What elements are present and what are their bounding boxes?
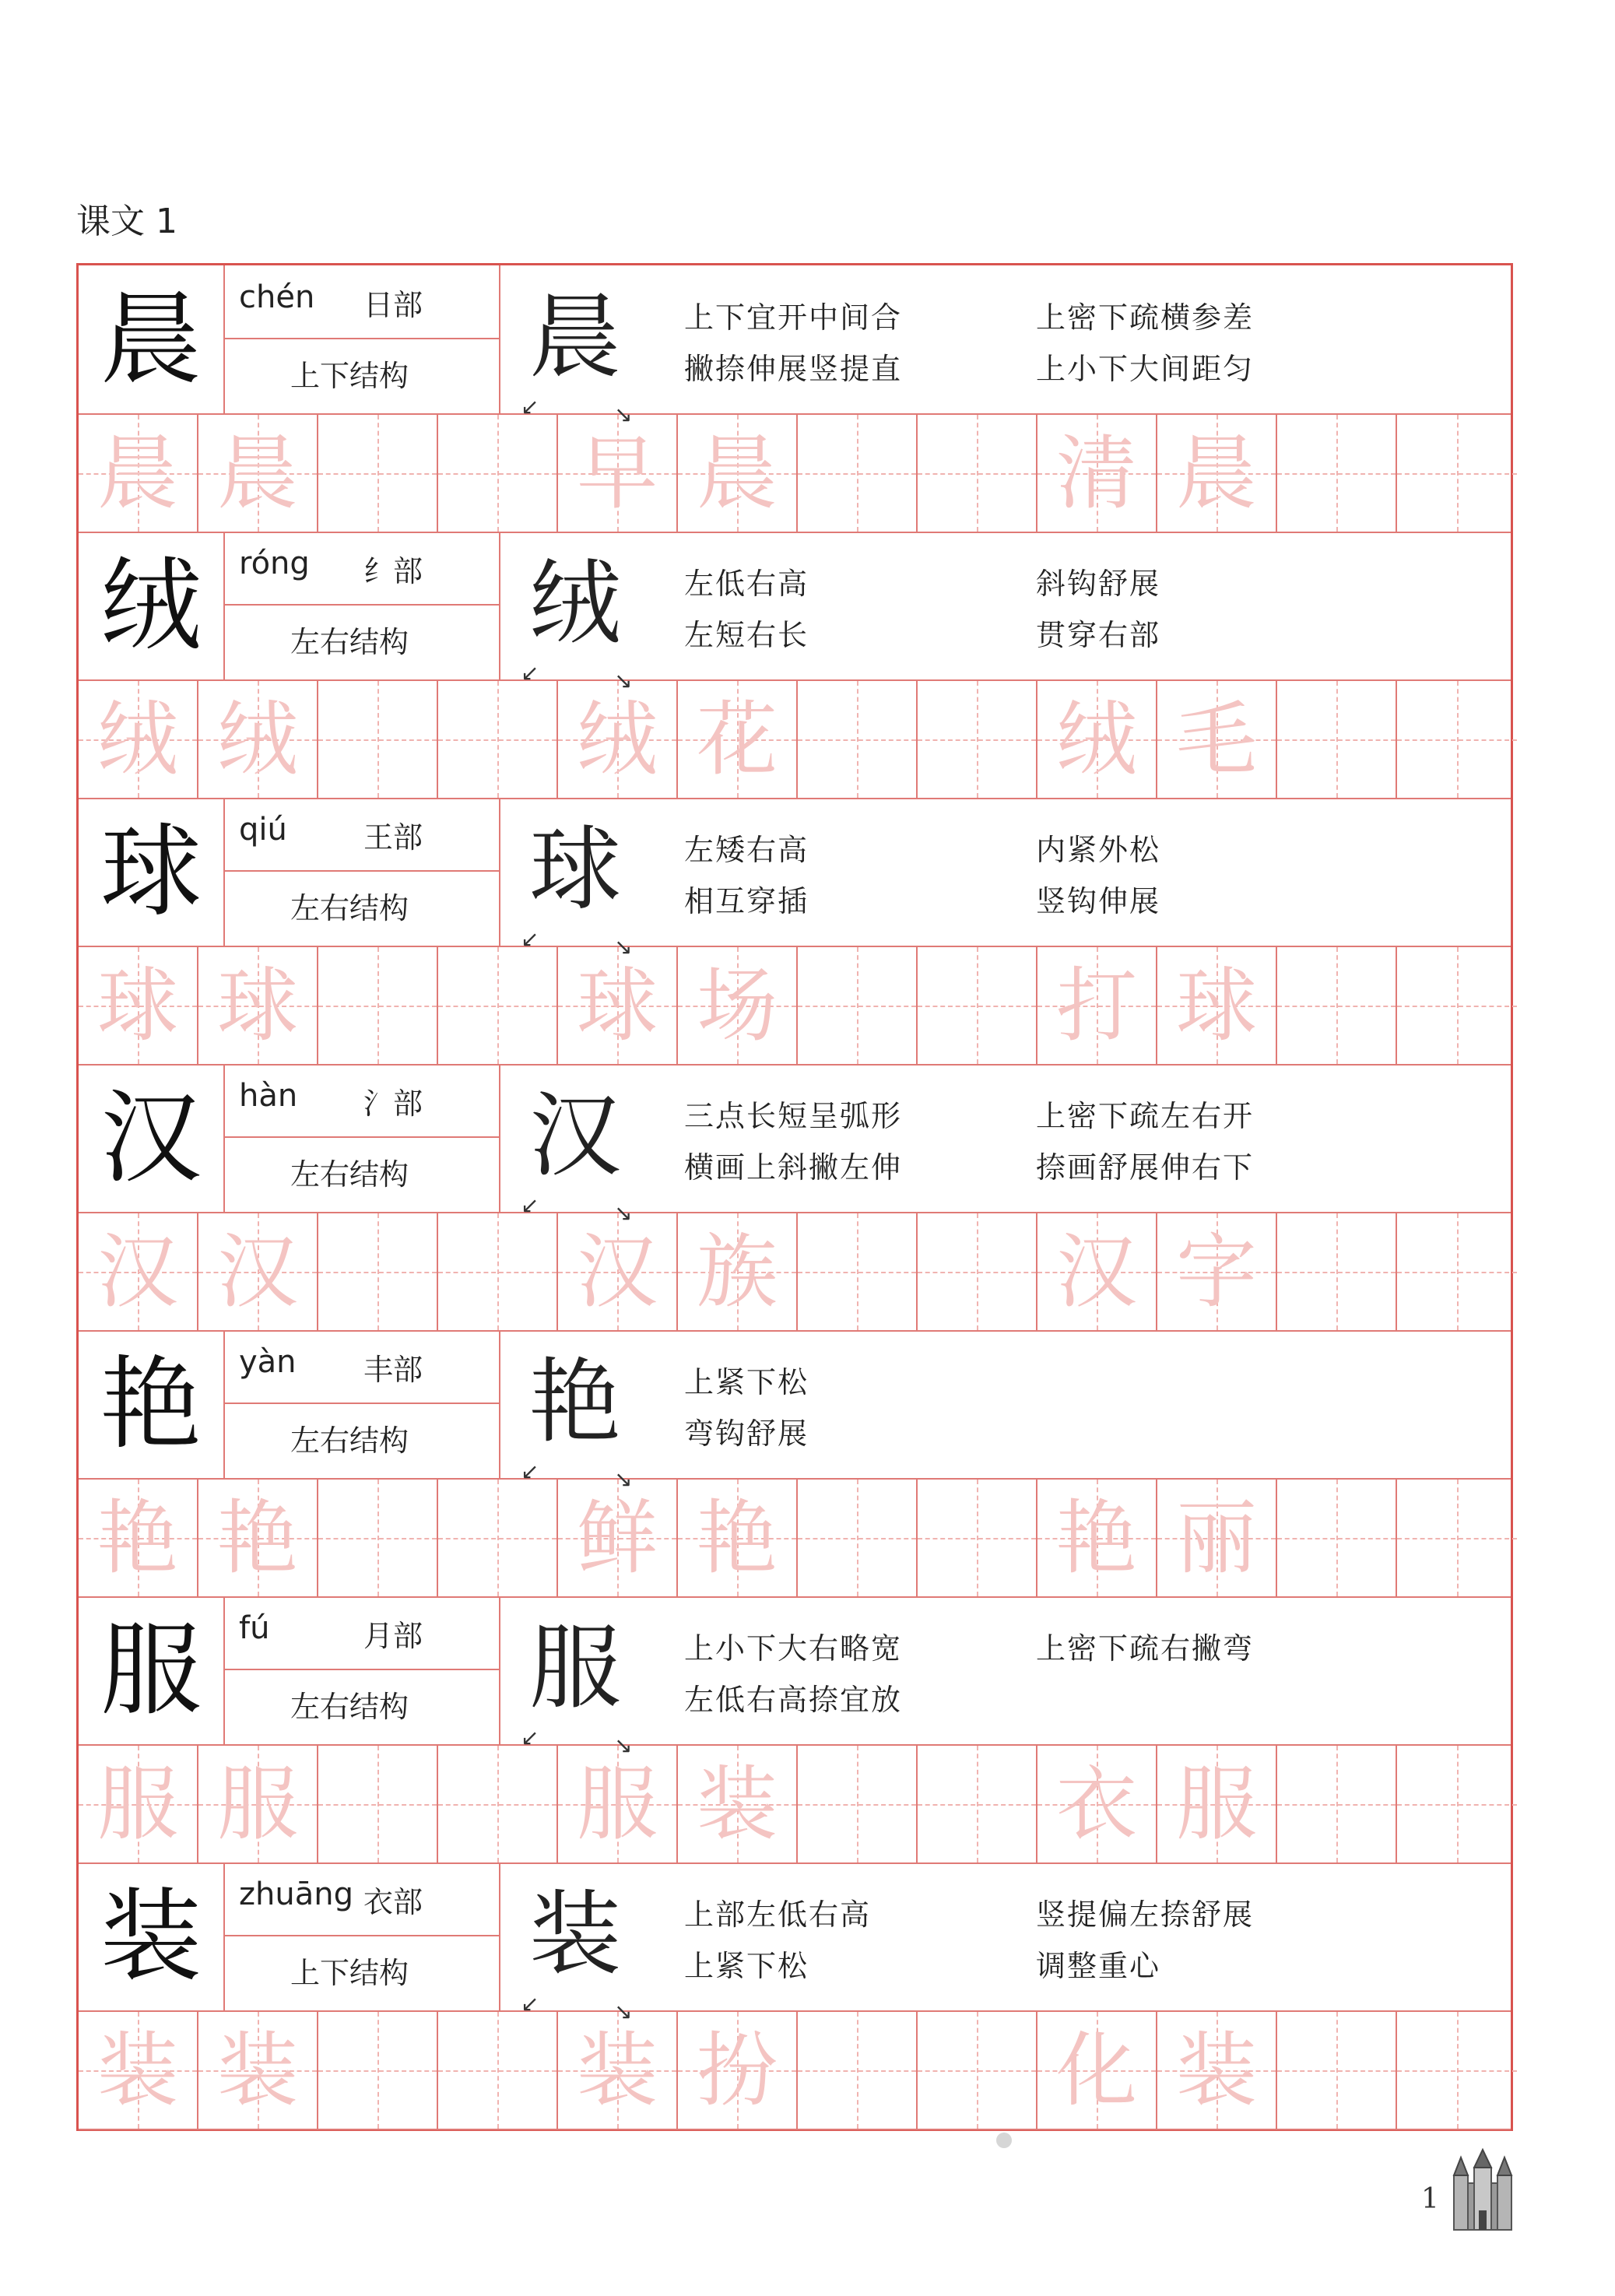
pinyin: chén — [239, 279, 315, 315]
trace-character: 装 — [576, 2023, 658, 2118]
arrow-icon: ↙ — [521, 660, 539, 686]
practice-grid-row — [79, 1213, 1511, 1332]
practice-cell[interactable] — [1397, 947, 1517, 1064]
practice-grid-row — [79, 1746, 1511, 1864]
pinyin-cell — [223, 1330, 500, 1404]
demo-character-glyph: 汉 — [528, 1082, 621, 1189]
trace-character: 装 — [696, 1757, 778, 1852]
practice-cell[interactable] — [1037, 1213, 1157, 1330]
practice-cell[interactable] — [318, 2012, 438, 2129]
structure-label: 左右结构 — [223, 1670, 500, 1744]
trace-character: 晨 — [1175, 426, 1257, 521]
trace-character: 汉 — [1055, 1224, 1137, 1319]
page-number: 1 — [1421, 2183, 1439, 2215]
trace-character: 服 — [1175, 1757, 1257, 1852]
pinyin-cell — [223, 798, 500, 872]
character-entry — [79, 798, 1511, 1065]
practice-cell[interactable] — [79, 415, 198, 532]
character-entry — [79, 265, 1511, 533]
practice-cell[interactable] — [438, 415, 558, 532]
practice-grid-row — [79, 681, 1511, 799]
practice-cell[interactable] — [798, 947, 918, 1064]
model-character: 艳 — [79, 1330, 225, 1478]
pinyin-cell — [223, 1064, 500, 1138]
writing-tip: 竖提偏左捺舒展 — [1036, 1898, 1255, 1932]
trace-character: 早 — [576, 426, 658, 521]
practice-cell[interactable] — [1037, 1480, 1157, 1596]
radical: 丰部 — [363, 1353, 423, 1387]
structure-label: 左右结构 — [223, 1138, 500, 1212]
pinyin: fú — [239, 1610, 270, 1646]
character-entry — [79, 1064, 1511, 1332]
entry-info — [79, 798, 1511, 960]
entry-info — [79, 265, 1511, 427]
structure-label: 左右结构 — [223, 872, 500, 946]
writing-tip: 左短右长 — [684, 618, 809, 652]
writing-tip: 斜钩舒展 — [1036, 567, 1161, 601]
structure-label: 上下结构 — [223, 339, 500, 413]
practice-cell[interactable] — [558, 1213, 678, 1330]
arrow-icon: ↙ — [521, 1459, 539, 1484]
practice-cell[interactable] — [438, 681, 558, 798]
practice-cell[interactable] — [1157, 947, 1277, 1064]
model-character: 绒 — [79, 532, 225, 679]
arrow-icon: ↙ — [521, 926, 539, 952]
practice-cell[interactable] — [1277, 2012, 1397, 2129]
writing-tip: 上密下疏左右开 — [1036, 1099, 1255, 1133]
entry-info — [79, 1862, 1511, 2024]
stroke-demo-character — [521, 1613, 633, 1758]
practice-cell[interactable] — [918, 415, 1037, 532]
practice-cell[interactable] — [1397, 2012, 1517, 2129]
practice-cell[interactable] — [318, 681, 438, 798]
character-entry — [79, 1596, 1511, 1864]
trace-character: 打 — [1055, 958, 1137, 1053]
arrow-icon: ↘ — [614, 668, 633, 693]
practice-cell[interactable] — [1037, 681, 1157, 798]
practice-cell[interactable] — [79, 947, 198, 1064]
practice-cell[interactable] — [1397, 1746, 1517, 1862]
practice-cell[interactable] — [678, 2012, 798, 2129]
writing-tip: 上部左低右高 — [684, 1898, 872, 1932]
practice-cell[interactable] — [558, 2012, 678, 2129]
structure-label: 左右结构 — [223, 1404, 500, 1478]
trace-character: 服 — [576, 1757, 658, 1852]
trace-character: 装 — [97, 2023, 178, 2118]
arrow-icon: ↙ — [521, 1991, 539, 2017]
practice-cell[interactable] — [798, 681, 918, 798]
practice-cell[interactable] — [1157, 2012, 1277, 2129]
trace-character: 球 — [97, 958, 178, 1053]
practice-cell[interactable] — [318, 1746, 438, 1862]
practice-cell[interactable] — [678, 415, 798, 532]
demo-character-glyph: 艳 — [528, 1348, 621, 1455]
model-character: 球 — [79, 798, 225, 946]
practice-cell[interactable] — [1397, 1213, 1517, 1330]
practice-cell[interactable] — [1157, 1746, 1277, 1862]
practice-cell[interactable] — [1277, 1213, 1397, 1330]
pinyin: qiú — [239, 812, 287, 848]
practice-cell[interactable] — [1277, 415, 1397, 532]
trace-character: 艳 — [97, 1490, 178, 1585]
writing-tip: 相互穿插 — [684, 884, 809, 918]
radical: 日部 — [363, 288, 423, 322]
writing-tip: 左矮右高 — [684, 833, 809, 867]
practice-cell[interactable] — [438, 2012, 558, 2129]
practice-cell[interactable] — [798, 415, 918, 532]
radical: 纟部 — [363, 554, 423, 588]
arrow-icon: ↘ — [614, 1733, 633, 1758]
entry-info — [79, 1064, 1511, 1226]
practice-cell[interactable] — [558, 947, 678, 1064]
practice-cell[interactable] — [79, 1746, 198, 1862]
writing-tip: 上紧下松 — [684, 1365, 809, 1399]
trace-character: 化 — [1055, 2023, 1137, 2118]
trace-character: 汉 — [97, 1224, 178, 1319]
model-character: 装 — [79, 1862, 225, 2010]
stroke-demo-character — [521, 1880, 633, 2024]
radical: 氵部 — [363, 1087, 423, 1121]
practice-cell[interactable] — [798, 1746, 918, 1862]
writing-tip: 上小下大间距匀 — [1036, 352, 1255, 386]
trace-character: 鲜 — [576, 1490, 658, 1585]
practice-cell[interactable] — [1397, 415, 1517, 532]
practice-cell[interactable] — [1277, 681, 1397, 798]
writing-tip: 上紧下松 — [684, 1949, 809, 1983]
practice-grid-row — [79, 947, 1511, 1065]
entry-info — [79, 1596, 1511, 1758]
practice-cell[interactable] — [798, 2012, 918, 2129]
pinyin: róng — [239, 546, 310, 581]
practice-cell[interactable] — [558, 1746, 678, 1862]
trace-character: 绒 — [97, 692, 178, 787]
practice-cell[interactable] — [1157, 1213, 1277, 1330]
trace-character: 晨 — [97, 426, 178, 521]
practice-cell[interactable] — [198, 947, 318, 1064]
writing-tip: 上小下大右略宽 — [684, 1631, 903, 1666]
entry-info — [79, 532, 1511, 693]
castle-icon — [1448, 2148, 1518, 2234]
practice-cell[interactable] — [318, 415, 438, 532]
entry-info — [79, 1330, 1511, 1492]
pinyin-cell — [223, 532, 500, 606]
practice-cell[interactable] — [438, 1746, 558, 1862]
radical: 月部 — [363, 1619, 423, 1653]
practice-cell[interactable] — [798, 1480, 918, 1596]
writing-tip: 横画上斜撇左伸 — [684, 1150, 903, 1185]
character-entry — [79, 1330, 1511, 1598]
practice-cell[interactable] — [79, 1213, 198, 1330]
trace-character: 清 — [1055, 426, 1137, 521]
radical: 王部 — [363, 820, 423, 855]
practice-cell[interactable] — [678, 681, 798, 798]
practice-cell[interactable] — [318, 947, 438, 1064]
arrow-icon: ↘ — [614, 934, 633, 960]
trace-character: 绒 — [216, 692, 298, 787]
arrow-icon: ↘ — [614, 1200, 633, 1226]
practice-cell[interactable] — [558, 681, 678, 798]
trace-character: 服 — [97, 1757, 178, 1852]
practice-cell[interactable] — [438, 1480, 558, 1596]
trace-character: 球 — [576, 958, 658, 1053]
practice-cell[interactable] — [1397, 681, 1517, 798]
pinyin: hàn — [239, 1078, 298, 1114]
practice-cell[interactable] — [678, 947, 798, 1064]
practice-cell[interactable] — [79, 681, 198, 798]
practice-cell[interactable] — [438, 1213, 558, 1330]
model-character: 服 — [79, 1596, 225, 1744]
trace-character: 汉 — [216, 1224, 298, 1319]
practice-cell[interactable] — [1277, 947, 1397, 1064]
trace-character: 扮 — [696, 2023, 778, 2118]
writing-tip: 撇捺伸展竖提直 — [684, 352, 903, 386]
demo-character-glyph: 绒 — [528, 549, 621, 657]
stroke-demo-character — [521, 1347, 633, 1492]
writing-tip: 竖钩伸展 — [1036, 884, 1161, 918]
practice-cell[interactable] — [318, 1480, 438, 1596]
practice-cell[interactable] — [198, 2012, 318, 2129]
practice-cell[interactable] — [918, 681, 1037, 798]
trace-character: 绒 — [1055, 692, 1137, 787]
practice-grid-row — [79, 2012, 1511, 2130]
trace-character: 毛 — [1175, 692, 1257, 787]
writing-tip: 贯穿右部 — [1036, 618, 1161, 652]
arrow-icon: ↘ — [614, 1466, 633, 1492]
trace-character: 衣 — [1055, 1757, 1137, 1852]
trace-character: 晨 — [696, 426, 778, 521]
practice-cell[interactable] — [678, 1746, 798, 1862]
trace-character: 丽 — [1175, 1490, 1257, 1585]
writing-tip: 上密下疏横参差 — [1036, 300, 1255, 335]
trace-character: 装 — [216, 2023, 298, 2118]
trace-character: 艳 — [696, 1490, 778, 1585]
practice-cell[interactable] — [79, 2012, 198, 2129]
character-entry — [79, 532, 1511, 799]
practice-cell[interactable] — [198, 1480, 318, 1596]
trace-character: 艳 — [216, 1490, 298, 1585]
trace-character: 场 — [696, 958, 778, 1053]
arrow-icon: ↙ — [521, 394, 539, 420]
arrow-icon: ↘ — [614, 1999, 633, 2024]
trace-character: 球 — [1175, 958, 1257, 1053]
practice-cell[interactable] — [918, 1213, 1037, 1330]
practice-cell[interactable] — [1037, 1746, 1157, 1862]
writing-tip: 弯钩舒展 — [684, 1417, 809, 1451]
practice-sheet — [76, 263, 1513, 2131]
writing-tip: 上密下疏右撇弯 — [1036, 1631, 1255, 1666]
practice-cell[interactable] — [198, 681, 318, 798]
practice-cell[interactable] — [1037, 947, 1157, 1064]
radical: 衣部 — [363, 1885, 423, 1919]
demo-character-glyph: 装 — [528, 1880, 621, 1988]
stroke-demo-character — [521, 283, 633, 427]
trace-character: 服 — [216, 1757, 298, 1852]
pinyin: zhuāng — [239, 1876, 353, 1912]
practice-cell[interactable] — [198, 1746, 318, 1862]
trace-character: 装 — [1175, 2023, 1257, 2118]
pinyin: yàn — [239, 1344, 297, 1380]
practice-cell[interactable] — [198, 1213, 318, 1330]
arrow-icon: ↘ — [614, 402, 633, 427]
trace-character: 球 — [216, 958, 298, 1053]
practice-cell[interactable] — [918, 1480, 1037, 1596]
practice-cell[interactable] — [318, 1213, 438, 1330]
stroke-demo-character — [521, 549, 633, 693]
trace-character: 字 — [1175, 1224, 1257, 1319]
model-character: 晨 — [79, 265, 225, 413]
practice-cell[interactable] — [79, 1480, 198, 1596]
practice-cell[interactable] — [1277, 1746, 1397, 1862]
pinyin-cell — [223, 265, 500, 339]
practice-cell[interactable] — [678, 1213, 798, 1330]
practice-cell[interactable] — [1157, 681, 1277, 798]
structure-label: 左右结构 — [223, 606, 500, 679]
practice-grid-row — [79, 1480, 1511, 1598]
practice-cell[interactable] — [798, 1213, 918, 1330]
practice-cell[interactable] — [1277, 1480, 1397, 1596]
writing-tip: 内紧外松 — [1036, 833, 1161, 867]
writing-tip: 左低右高 — [684, 567, 809, 601]
trace-character: 绒 — [576, 692, 658, 787]
stroke-demo-character — [521, 1081, 633, 1226]
demo-character-glyph: 晨 — [528, 283, 621, 391]
trace-character: 族 — [696, 1224, 778, 1319]
trace-character: 艳 — [1055, 1490, 1137, 1585]
writing-tip: 捺画舒展伸右下 — [1036, 1150, 1255, 1185]
demo-character-glyph: 服 — [528, 1614, 621, 1722]
practice-cell[interactable] — [918, 2012, 1037, 2129]
practice-cell[interactable] — [198, 415, 318, 532]
practice-cell[interactable] — [1157, 415, 1277, 532]
arrow-icon: ↙ — [521, 1725, 539, 1750]
practice-cell[interactable] — [558, 415, 678, 532]
practice-cell[interactable] — [1037, 2012, 1157, 2129]
practice-cell[interactable] — [1397, 1480, 1517, 1596]
practice-cell[interactable] — [678, 1480, 798, 1596]
writing-tip: 三点长短呈弧形 — [684, 1099, 903, 1133]
model-character: 汉 — [79, 1064, 225, 1212]
character-entry — [79, 1862, 1511, 2130]
ink-smudge — [996, 2133, 1012, 2148]
trace-character: 花 — [696, 692, 778, 787]
practice-cell[interactable] — [438, 947, 558, 1064]
writing-tip: 上下宜开中间合 — [684, 300, 903, 335]
practice-cell[interactable] — [1037, 415, 1157, 532]
practice-cell[interactable] — [918, 947, 1037, 1064]
practice-cell[interactable] — [918, 1746, 1037, 1862]
arrow-icon: ↙ — [521, 1192, 539, 1218]
pinyin-cell — [223, 1596, 500, 1670]
writing-tip: 调整重心 — [1036, 1949, 1161, 1983]
practice-grid-row — [79, 415, 1511, 533]
lesson-title: 课文 1 — [76, 202, 177, 241]
structure-label: 上下结构 — [223, 1936, 500, 2010]
practice-cell[interactable] — [558, 1480, 678, 1596]
trace-character: 晨 — [216, 426, 298, 521]
pinyin-cell — [223, 1862, 500, 1936]
demo-character-glyph: 球 — [528, 816, 621, 923]
writing-tip: 左低右高捺宜放 — [684, 1683, 903, 1717]
trace-character: 汉 — [576, 1224, 658, 1319]
practice-cell[interactable] — [1157, 1480, 1277, 1596]
stroke-demo-character — [521, 815, 633, 960]
